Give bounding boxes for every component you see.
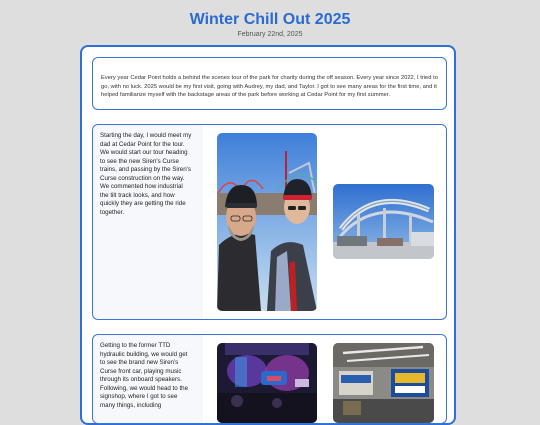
section-text: Starting the day, I would meet my dad at Cedar Point for the tour. We would start our tour heading to see the new Siren's Curse trains, and passing by the Siren's Curse construction on the way. We commented how industrial the tilt track looks, and how quickly they are getting the ride together. <box>100 132 192 216</box>
section-sidebar <box>93 335 203 423</box>
intro-text: Every year Cedar Point holds a behind the scenes tour of the park for charity during the off season. Every year since 2022, I tried to go, with no luck. 2025 would be my first visit, going with Audrey, my dad, and Taylor. I got to see many areas for the first time, and it helped familiarize myself with the backstage areas of the park before working at Cedar Point for my first summer. <box>101 75 438 99</box>
sirens-curse-track-photo[interactable] <box>333 184 434 259</box>
section-card <box>92 124 447 320</box>
signshop-photo[interactable] <box>333 343 434 423</box>
sirens-curse-car-photo[interactable] <box>217 343 317 423</box>
section-text: Getting to the former TTD hydraulic building, we would get to see the brand new Siren's Curse front car, playing music through its onboard speakers. Following, we would head to the signshop, where I got to see many things, including <box>100 342 189 409</box>
section-sidebar <box>93 125 203 319</box>
selfie-photo[interactable] <box>217 133 317 311</box>
page-date: February 22nd, 2025 <box>237 31 303 38</box>
section-card <box>92 334 447 424</box>
intro-card <box>92 57 447 110</box>
page-title: Winter Chill Out 2025 <box>189 11 351 28</box>
